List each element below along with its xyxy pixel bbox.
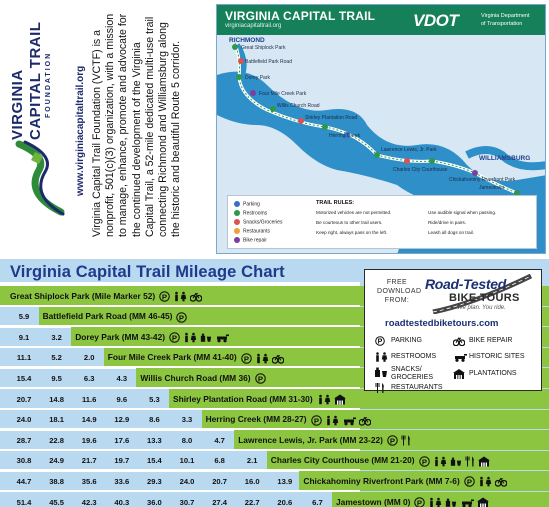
map-label: Four Mile Creek Park	[259, 91, 307, 97]
legend-restaurants-label: RESTAURANTS	[391, 384, 443, 391]
historic-icon	[460, 497, 477, 507]
restroom-dot-icon	[234, 210, 240, 216]
bike-repair-icon	[359, 414, 374, 424]
vdot-logo: VDOT	[413, 11, 459, 30]
snacks-icon	[445, 497, 460, 507]
bike-repair-icon	[453, 336, 465, 346]
trail-rule: Ride/drive in pairs.	[428, 220, 467, 225]
svg-text:P: P	[179, 312, 185, 322]
mileage-value: 22.7	[244, 497, 260, 507]
restrooms-icon	[428, 497, 445, 507]
mileage-value: 40.3	[114, 497, 130, 507]
mileage-value: 30.7	[179, 497, 195, 507]
trail-rule: Be courteous to other trail users.	[316, 220, 383, 225]
map-label: Willis Church Road	[277, 103, 320, 109]
legend-snacks-label: SNACKS/ GROCERIES	[391, 366, 434, 381]
restrooms-icon	[374, 352, 388, 362]
parking-icon	[255, 373, 269, 383]
row-place-name: Four Mile Creek Park (MM 41-40) P	[108, 352, 287, 363]
row-place-name: Charles City Courthouse (MM 21-20) P	[271, 455, 493, 466]
brand-url[interactable]: roadtestedbiketours.com	[385, 318, 499, 329]
svg-text:P: P	[417, 498, 423, 507]
mileage-value: 12.9	[114, 415, 130, 425]
mileage-value: 4.3	[116, 373, 128, 383]
parking-icon	[169, 332, 183, 342]
mileage-value: 16.0	[244, 476, 260, 486]
road-tested-ad[interactable]	[364, 269, 542, 391]
mileage-value: 36.0	[147, 497, 162, 507]
map-city-richmond: RICHMOND	[229, 37, 265, 44]
historic-icon	[215, 332, 232, 342]
mileage-value: 20.7	[16, 394, 32, 404]
row-amenity-icons	[414, 497, 492, 507]
plantations-icon	[453, 369, 465, 379]
svg-text:P: P	[257, 374, 263, 384]
bike-repair-icon	[190, 291, 205, 301]
mileage-value: 5.2	[51, 353, 62, 363]
legend-snacks: Snacks/Groceries	[234, 219, 282, 225]
brand-road-tested: Road-Tested	[425, 276, 506, 292]
mileage-value: 15.4	[16, 373, 32, 383]
trail-map	[216, 4, 546, 254]
mileage-value: 29.3	[147, 476, 162, 486]
mileage-value: 8.0	[181, 435, 193, 445]
row-place-name: Jamestown (MM 0) P	[336, 497, 492, 507]
snacks-icon	[200, 332, 215, 342]
mileage-value: 28.7	[16, 435, 32, 445]
mileage-value: 5.3	[149, 394, 160, 404]
mileage-value: 20.7	[212, 476, 227, 486]
row-place-name: Shirley Plantation Road (MM 31-30)	[173, 394, 349, 405]
map-url[interactable]: virginiacapitaltrail.org	[225, 23, 282, 29]
logo-word-capital-trail: CAPITAL TRAIL	[27, 21, 44, 140]
mileage-value: 10.1	[179, 456, 195, 466]
chart-title: Virginia Capital Trail Mileage Chart	[10, 263, 285, 281]
row-amenity-icons	[311, 414, 374, 425]
restrooms-icon	[255, 352, 272, 362]
parking-icon	[419, 455, 433, 465]
map-label: Shirley Plantation Road	[305, 115, 358, 121]
row-place-name: Great Shiplock Park (Mile Marker 52) P	[10, 291, 205, 302]
bike-repair-icon	[272, 352, 287, 362]
row-amenity-icons	[464, 476, 510, 487]
mileage-value: 18.1	[49, 415, 64, 425]
mileage-value: 51.4	[16, 497, 32, 507]
map-label: Chickahominy Riverfront Park	[449, 177, 516, 183]
trail-rule: Use audible signal when passing.	[428, 210, 497, 215]
row-amenity-icons	[419, 455, 493, 466]
mileage-value: 35.6	[81, 476, 97, 486]
foundation-logo-panel	[0, 0, 100, 255]
mileage-value: 44.7	[16, 476, 32, 486]
vdot-subtitle-2: of Transportation	[481, 21, 523, 27]
restaurants-icon	[375, 383, 385, 393]
mileage-value: 42.3	[81, 497, 97, 507]
mileage-value: 24.9	[49, 456, 64, 466]
mileage-value: 6.3	[83, 373, 95, 383]
mileage-value: 9.6	[116, 394, 128, 404]
mileage-value: 4.7	[214, 435, 225, 445]
map-label: Great Shiplock Park	[241, 45, 286, 51]
row-amenity-icons	[317, 394, 349, 405]
mileage-value: 5.9	[18, 312, 30, 322]
mileage-value: 21.7	[81, 456, 97, 466]
mileage-value: 11.6	[82, 394, 97, 404]
legend-bike-repair: Bike repair	[234, 237, 267, 243]
trail-rules-title: TRAIL RULES:	[316, 200, 355, 206]
row-divider	[0, 490, 360, 493]
trail-rule: Leash all dogs on trail.	[428, 230, 474, 235]
map-legend	[227, 195, 537, 249]
legend-bike-repair-label: BIKE REPAIR	[469, 337, 513, 344]
svg-text:P: P	[313, 415, 319, 425]
mileage-value: 15.4	[147, 456, 162, 466]
parking-icon	[387, 435, 401, 445]
row-place-name: Herring Creek (MM 28-27) P	[206, 414, 374, 425]
row-amenity-icons	[241, 352, 287, 363]
brand-tagline: We plan. You ride.	[457, 305, 506, 311]
foundation-logo	[5, 21, 95, 218]
map-label: Herring Creek	[329, 133, 361, 139]
trail-rule: Keep right, always pass on the left.	[316, 230, 388, 235]
mileage-value: 14.8	[49, 394, 64, 404]
snacks-icon	[374, 367, 388, 377]
restrooms-icon	[478, 476, 495, 486]
legend-restrooms: Restrooms	[234, 210, 267, 216]
mission-statement	[91, 7, 191, 237]
mileage-value: 11.1	[16, 353, 32, 363]
vdot-subtitle-1: Virginia Department	[481, 13, 530, 19]
mileage-value: 3.2	[51, 332, 62, 342]
mileage-value: 22.8	[49, 435, 64, 445]
row-place-name: Lawrence Lewis, Jr. Park (MM 23-22) P	[238, 435, 414, 446]
mileage-value: 9.1	[18, 332, 30, 342]
parking-icon	[414, 497, 428, 507]
row-amenity-icons	[176, 311, 190, 322]
plantations-icon	[334, 394, 349, 404]
restaurants-icon	[401, 435, 414, 445]
row-amenity-icons	[159, 291, 205, 302]
row-place-name: Battlefield Park Road (MM 46-45) P	[43, 311, 191, 322]
mileage-value: 45.5	[49, 497, 64, 507]
row-amenity-icons	[387, 435, 414, 446]
mileage-value: 2.1	[246, 456, 258, 466]
map-label: Charles City Courthouse	[393, 167, 448, 173]
mileage-value: 3.3	[181, 415, 193, 425]
snacks-icon	[450, 455, 465, 465]
mileage-value: 24.0	[179, 476, 195, 486]
parking-dot-icon	[234, 201, 240, 207]
free-download-label: FREE DOWNLOAD FROM:	[377, 279, 422, 304]
plantations-icon	[478, 455, 493, 465]
plantations-icon	[477, 497, 492, 507]
legend-parking: Parking	[234, 201, 260, 207]
parking-icon	[375, 336, 385, 346]
mileage-value: 6.7	[312, 497, 323, 507]
trail-rule: Motorized vehicles are not permitted.	[316, 210, 392, 215]
mileage-value: 13.9	[277, 476, 293, 486]
restaurant-dot-icon	[234, 228, 240, 234]
svg-text:P: P	[162, 292, 168, 302]
restrooms-icon	[183, 332, 200, 342]
restrooms-icon	[325, 414, 342, 424]
parking-icon	[311, 414, 325, 424]
restaurants-icon	[465, 455, 478, 465]
restrooms-icon	[317, 394, 334, 404]
historic-icon	[342, 414, 359, 424]
row-place-name: Chickahominy Riverfront Park (MM 7-6) P	[303, 476, 509, 487]
mileage-value: 9.5	[51, 373, 62, 383]
svg-text:P: P	[466, 477, 472, 487]
map-label: Lawrence Lewis, Jr. Park	[381, 147, 437, 153]
mission-text: Virginia Capital Trail Foundation (VCTF) is a nonprofit, 501(c)(3) organization, with a mission to manage, enhance, promote and advocate for the continued development of the Virginia Capital Trail, a 52-mile dedicated multi-use trail connecting Richmond and Williamsburg along the historic and beautiful Route 5 corridor.	[91, 13, 183, 237]
svg-text:P: P	[171, 333, 178, 343]
mileage-value: 19.6	[81, 435, 97, 445]
foundation-url[interactable]: www.virginiacapitaltrail.org	[75, 65, 86, 196]
mileage-value: 24.0	[16, 415, 32, 425]
map-title: VIRGINIA CAPITAL TRAIL	[225, 9, 376, 23]
bike-repair-icon	[495, 476, 510, 486]
mileage-value: 38.8	[49, 476, 64, 486]
logo-word-virginia: VIRGINIA	[9, 69, 26, 140]
parking-icon	[159, 291, 173, 301]
parking-icon	[241, 352, 255, 362]
svg-text:P: P	[421, 456, 427, 466]
restrooms-icon	[433, 455, 450, 465]
logo-word-foundation: FOUNDATION	[45, 51, 52, 118]
map-label: Battlefield Park Road	[245, 59, 292, 65]
mileage-value: 20.6	[277, 497, 293, 507]
parking-icon	[464, 476, 478, 486]
mileage-chart	[0, 259, 549, 507]
mileage-value: 19.7	[114, 456, 130, 466]
row-amenity-icons	[169, 332, 232, 343]
row-amenity-icons	[255, 373, 269, 384]
mileage-value: 33.6	[114, 476, 130, 486]
svg-text:P: P	[389, 436, 396, 446]
mileage-value: 8.6	[149, 415, 160, 425]
restrooms-icon	[173, 291, 190, 301]
mileage-value: 30.8	[16, 456, 32, 466]
legend-restaurants: Restaurants	[234, 228, 270, 234]
map-city-williamsburg: WILLIAMSBURG	[479, 155, 531, 162]
legend-plantations-label: PLANTATIONS	[469, 370, 517, 377]
mileage-value: 14.9	[81, 415, 97, 425]
map-label: Dorey Park	[245, 75, 271, 81]
map-label: Jamestown	[479, 185, 505, 191]
mileage-value: 6.8	[214, 456, 225, 466]
legend-historic-label: HISTORIC SITES	[469, 353, 525, 360]
legend-parking-label: PARKING	[391, 337, 422, 344]
parking-icon	[176, 311, 190, 321]
historic-sites-icon	[453, 352, 467, 362]
snacks-dot-icon	[234, 219, 240, 225]
mileage-value: 2.0	[83, 353, 95, 363]
svg-text:P: P	[243, 353, 249, 363]
mileage-value: 17.6	[114, 435, 130, 445]
bike-dot-icon	[234, 237, 240, 243]
brand-bike-tours: BIKE TOURS	[449, 292, 520, 304]
row-place-name: Willis Church Road (MM 36) P	[140, 373, 268, 384]
row-place-name: Dorey Park (MM 43-42) P	[75, 332, 232, 343]
mileage-value: 27.4	[212, 497, 227, 507]
mileage-value: 13.3	[147, 435, 162, 445]
legend-restrooms-label: RESTROOMS	[391, 353, 437, 360]
svg-text:P: P	[377, 338, 383, 346]
